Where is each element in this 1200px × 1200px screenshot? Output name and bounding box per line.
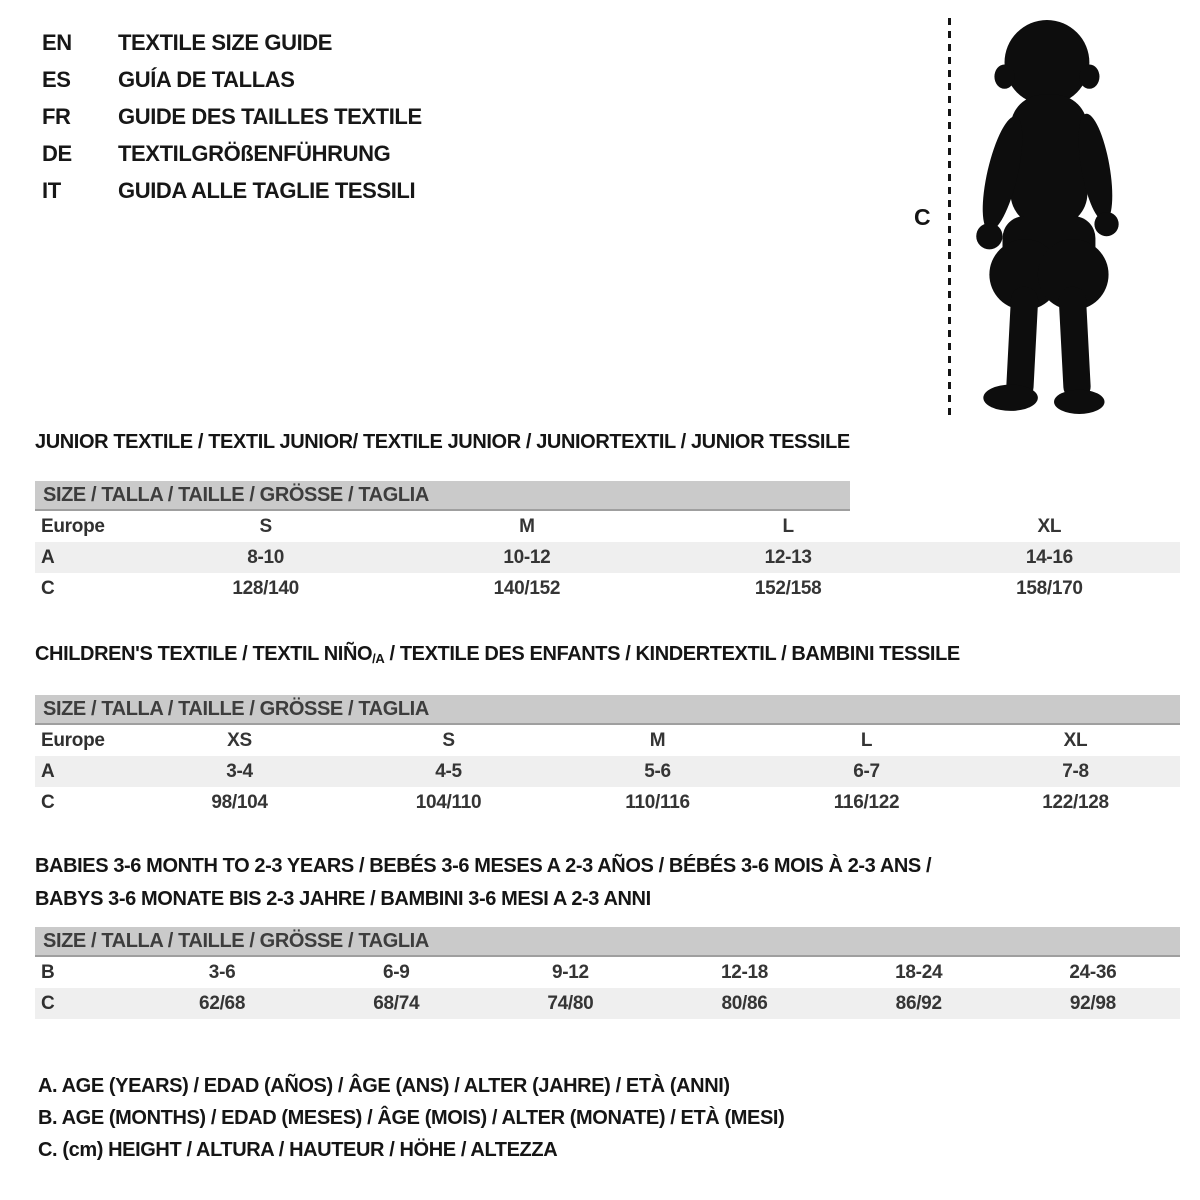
section-heading	[35, 642, 1180, 668]
cell-value: 14-16	[1025, 546, 1073, 568]
language-title: GUIDA ALLE TAGLIE TESSILI	[118, 178, 416, 203]
row-label: A	[41, 546, 55, 568]
cell-value: 122/128	[1042, 791, 1109, 813]
toddler-silhouette-icon	[962, 14, 1142, 418]
cell-value: 116/122	[833, 791, 900, 813]
cell-value: 80/86	[721, 992, 768, 1014]
cell-value: 7-8	[1062, 760, 1089, 782]
cell-value: M	[519, 515, 535, 537]
table-row	[35, 787, 1180, 818]
cell-value: 9-12	[551, 961, 589, 983]
heading-subscript: /A	[372, 651, 385, 666]
language-row	[42, 61, 422, 98]
cell-value: 8-10	[247, 546, 285, 568]
cell-value: M	[649, 729, 666, 751]
language-title: TEXTILGRÖßENFÜHRUNG	[118, 141, 391, 166]
section-heading: JUNIOR TEXTILE / TEXTIL JUNIOR/ TEXTILE JUNIOR / JUNIORTEXTIL / JUNIOR TESSILE	[35, 431, 850, 453]
table-row	[35, 542, 1180, 573]
table-row	[35, 725, 1180, 756]
cell-value: XL	[1063, 729, 1088, 751]
language-row	[42, 98, 422, 135]
cell-value: 10-12	[503, 546, 551, 568]
cell-value: 18-24	[895, 961, 943, 983]
table-row	[35, 573, 1180, 604]
cell-value: 68/74	[373, 992, 420, 1014]
language-code: DE	[42, 141, 72, 166]
cell-value: 86/92	[895, 992, 942, 1014]
cell-value: L	[860, 729, 873, 751]
legend-line-b: B. AGE (MONTHS) / EDAD (MESES) / ÂGE (MOIS) / ALTER (MONATE) / ETÀ (MESI)	[38, 1107, 785, 1129]
table-row	[35, 511, 1180, 542]
language-code: IT	[42, 178, 61, 203]
table-row	[35, 756, 1180, 787]
heading-text: CHILDREN'S TEXTILE / TEXTIL NIÑO	[35, 643, 373, 665]
cell-value: 5-6	[644, 760, 671, 782]
language-row	[42, 24, 422, 61]
section-junior	[35, 430, 1180, 604]
cell-value: 24-36	[1069, 961, 1117, 983]
size-header-bar: SIZE / TALLA / TAILLE / GRÖSSE / TAGLIA	[35, 927, 1180, 957]
row-label: C	[41, 577, 55, 599]
language-row	[42, 172, 422, 209]
table-row	[35, 988, 1180, 1019]
cell-value: S	[259, 515, 272, 537]
cell-value: L	[782, 515, 794, 537]
height-measure-label: C	[914, 204, 931, 230]
cell-value: 128/140	[232, 577, 299, 599]
cell-value: 104/110	[415, 791, 482, 813]
height-measure-figure	[900, 0, 1200, 430]
cell-value: 152/158	[754, 577, 822, 599]
row-label: C	[41, 791, 55, 813]
table-row	[35, 957, 1180, 988]
legend-line-a: A. AGE (YEARS) / EDAD (AÑOS) / ÂGE (ANS) / ALTER (JAHRE) / ETÀ (ANNI)	[38, 1075, 730, 1097]
legend-line-c: C. (cm) HEIGHT / ALTURA / HAUTEUR / HÖHE / ALTEZZA	[38, 1139, 558, 1161]
size-header-bar: SIZE / TALLA / TAILLE / GRÖSSE / TAGLIA	[35, 481, 850, 511]
section-babies	[35, 850, 1180, 1019]
babies-size-table	[35, 957, 1180, 1019]
children-size-table	[35, 725, 1180, 818]
row-label: B	[41, 961, 55, 983]
cell-value: 74/80	[547, 992, 594, 1014]
junior-size-table	[35, 511, 1180, 604]
language-code: EN	[42, 30, 72, 55]
language-title: GUÍA DE TALLAS	[118, 67, 295, 92]
section-heading-line2: BABYS 3-6 MONATE BIS 2-3 JAHRE / BAMBINI 3-6 MESI A 2-3 ANNI	[35, 888, 651, 910]
language-row	[42, 135, 422, 172]
language-code: ES	[42, 67, 71, 92]
size-header-bar: SIZE / TALLA / TAILLE / GRÖSSE / TAGLIA	[35, 695, 1180, 725]
cell-value: 158/170	[1016, 577, 1083, 599]
language-code: FR	[42, 104, 71, 129]
row-label: Europe	[41, 515, 105, 537]
language-header	[42, 24, 422, 209]
section-heading-line1: BABIES 3-6 MONTH TO 2-3 YEARS / BEBÉS 3-6 MESES A 2-3 AÑOS / BÉBÉS 3-6 MOIS À 2-3 ANS /	[35, 855, 932, 877]
heading-text: / TEXTILE DES ENFANTS / KINDERTEXTIL / BAMBINI TESSILE	[384, 643, 960, 665]
height-dashed-line	[948, 18, 951, 416]
cell-value: 62/68	[199, 992, 246, 1014]
cell-value: S	[442, 729, 455, 751]
row-label: A	[41, 760, 55, 782]
cell-value: 98/104	[211, 791, 268, 813]
language-title: GUIDE DES TAILLES TEXTILE	[118, 104, 422, 129]
cell-value: 4-5	[435, 760, 462, 782]
cell-value: 140/152	[493, 577, 561, 599]
cell-value: 3-6	[208, 961, 236, 983]
cell-value: 12-18	[720, 961, 769, 983]
section-children	[35, 642, 1180, 818]
row-label: C	[41, 992, 55, 1014]
cell-value: 110/116	[625, 791, 690, 813]
row-label: Europe	[41, 729, 105, 751]
cell-value: 6-9	[382, 961, 410, 983]
cell-value: XS	[227, 729, 252, 751]
cell-value: 3-4	[226, 760, 253, 782]
language-title: TEXTILE SIZE GUIDE	[118, 30, 333, 55]
cell-value: 92/98	[1069, 992, 1116, 1014]
cell-value: 12-13	[764, 546, 812, 568]
cell-value: 6-7	[853, 760, 880, 782]
legend	[38, 1070, 784, 1166]
cell-value: XL	[1037, 515, 1062, 537]
